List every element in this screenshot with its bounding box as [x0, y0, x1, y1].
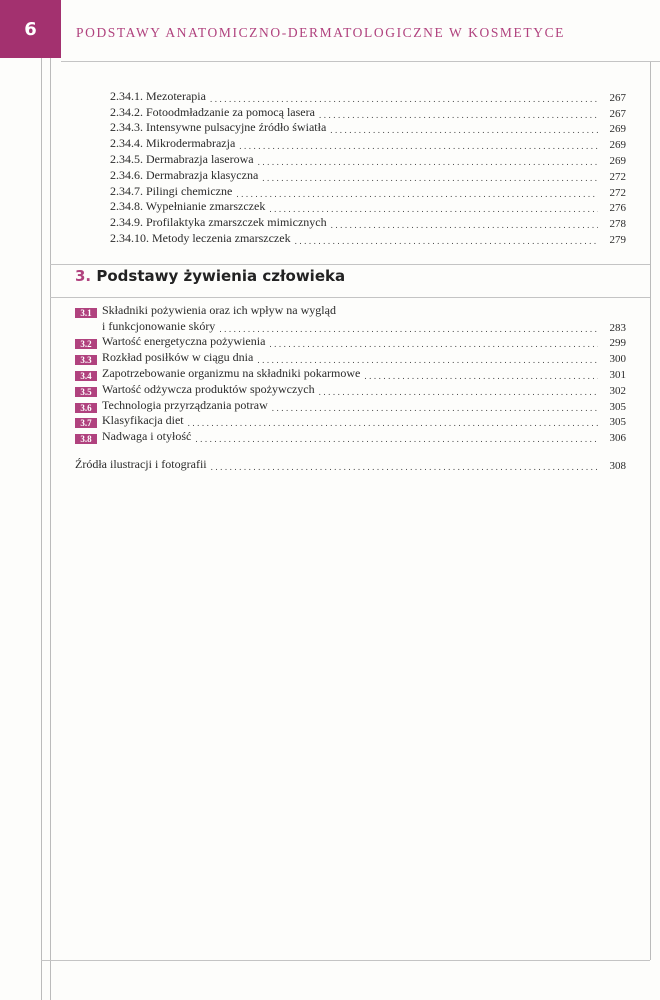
entry-page: 279 — [609, 233, 626, 246]
toc-entry[interactable] — [110, 183, 626, 199]
toc-entry[interactable] — [110, 104, 626, 120]
entry-page: 283 — [609, 321, 626, 334]
toc-entry[interactable] — [75, 302, 626, 334]
entry-title: Zapotrzebowanie organizmu na składniki pokarmowe — [102, 365, 361, 380]
leader-dots — [239, 141, 598, 151]
entry-title: Składniki pożywienia oraz ich wpływ na wygląd — [102, 302, 336, 317]
section-badge: 3.2 — [75, 339, 97, 349]
leader-dots — [269, 204, 598, 214]
toc-entry[interactable] — [75, 334, 626, 350]
frame-line — [650, 62, 651, 960]
leader-dots — [269, 339, 598, 349]
leader-dots — [257, 355, 598, 365]
subsection-list — [110, 88, 626, 246]
entry-title: 2.34.9. Profilaktyka zmarszczek mimicznych — [110, 215, 327, 230]
entry-page: 308 — [609, 459, 626, 472]
leader-dots — [319, 387, 598, 397]
entry-page: 276 — [609, 202, 626, 215]
toc-entry[interactable] — [110, 120, 626, 136]
entry-page: 272 — [609, 170, 626, 183]
section-badge: 3.6 — [75, 403, 97, 413]
entry-title: Rozkład posiłków w ciągu dnia — [102, 350, 254, 365]
toc-entry[interactable] — [110, 167, 626, 183]
entry-page: 272 — [609, 186, 626, 199]
toc-entry[interactable] — [75, 349, 626, 365]
entry-title: 2.34.6. Dermabrazja klasyczna — [110, 167, 259, 182]
section-badge: 3.5 — [75, 387, 97, 397]
toc-entry[interactable] — [110, 151, 626, 167]
entry-title: 2.34.8. Wypełnianie zmarszczek — [110, 199, 266, 214]
entry-title: Klasyfikacja diet — [102, 413, 184, 428]
entry-page: 269 — [609, 154, 626, 167]
entry-title: Źródła ilustracji i fotografii — [75, 456, 207, 471]
entry-title: Wartość odżywcza produktów spożywczych — [102, 381, 315, 396]
entry-title-cont: i funkcjonowanie skóry — [102, 318, 216, 333]
entry-title: 2.34.7. Pilingi chemiczne — [110, 183, 233, 198]
leader-dots — [331, 220, 598, 230]
divider — [50, 297, 650, 298]
entry-page: 305 — [609, 416, 626, 429]
divider — [61, 61, 660, 62]
frame-line — [41, 58, 42, 1000]
toc-entry[interactable] — [75, 381, 626, 397]
section-badge: 3.3 — [75, 355, 97, 365]
frame-line — [50, 58, 51, 1000]
entry-title: Technologia przyrządzania potraw — [102, 397, 268, 412]
toc-entry[interactable] — [110, 135, 626, 151]
running-title: PODSTAWY ANATOMICZNO-DERMATOLOGICZNE W KOSMETYCE — [76, 25, 566, 40]
section-badge: 3.1 — [75, 308, 97, 318]
toc-entry[interactable] — [110, 88, 626, 104]
sources-entry[interactable] — [75, 456, 626, 472]
section-badge: 3.8 — [75, 434, 97, 444]
entry-title: 2.34.4. Mikrodermabrazja — [110, 136, 236, 151]
chapter-heading — [75, 267, 345, 285]
toc-entry[interactable] — [75, 413, 626, 429]
toc-entry[interactable] — [110, 199, 626, 215]
entry-page: 302 — [609, 384, 626, 397]
entry-title: 2.34.5. Dermabrazja laserowa — [110, 151, 254, 166]
entry-page: 278 — [609, 218, 626, 231]
entry-page: 299 — [609, 337, 626, 350]
entry-title: 2.34.3. Intensywne pulsacyjne źródło światła — [110, 120, 327, 135]
entry-page: 306 — [609, 432, 626, 445]
toc-entry[interactable] — [110, 214, 626, 230]
section-list — [75, 302, 626, 444]
entry-title: Nadwaga i otyłość — [102, 429, 192, 444]
leader-dots — [219, 324, 598, 334]
entry-page: 269 — [609, 123, 626, 136]
entry-page: 269 — [609, 139, 626, 152]
entry-title: Wartość energetyczna pożywienia — [102, 334, 266, 349]
leader-dots — [188, 418, 598, 428]
leader-dots — [211, 462, 598, 472]
entry-title: 2.34.2. Fotoodmładzanie za pomocą lasera — [110, 104, 315, 119]
leader-dots — [262, 173, 598, 183]
section-badge: 3.4 — [75, 371, 97, 381]
toc-entry[interactable] — [75, 428, 626, 444]
divider — [50, 264, 650, 265]
chapter-number: 3. — [75, 267, 92, 285]
entry-page: 305 — [609, 400, 626, 413]
section-badge: 3.7 — [75, 418, 97, 428]
entry-page: 301 — [609, 368, 626, 381]
toc-entry[interactable] — [75, 365, 626, 381]
entry-page: 300 — [609, 353, 626, 366]
toc-entry[interactable] — [110, 230, 626, 246]
chapter-title: Podstawy żywienia człowieka — [96, 267, 346, 285]
divider — [41, 960, 650, 961]
page-number: 6 — [0, 0, 61, 58]
leader-dots — [295, 236, 598, 246]
leader-dots — [236, 189, 598, 199]
leader-dots — [258, 157, 598, 167]
entry-page: 267 — [609, 91, 626, 104]
entry-page: 267 — [609, 107, 626, 120]
leader-dots — [364, 371, 598, 381]
leader-dots — [272, 403, 598, 413]
leader-dots — [330, 125, 598, 135]
entry-title: 2.34.1. Mezoterapia — [110, 88, 206, 103]
leader-dots — [210, 94, 598, 104]
toc-entry[interactable] — [75, 397, 626, 413]
leader-dots — [319, 110, 598, 120]
leader-dots — [195, 434, 598, 444]
entry-title: 2.34.10. Metody leczenia zmarszczek — [110, 230, 291, 245]
